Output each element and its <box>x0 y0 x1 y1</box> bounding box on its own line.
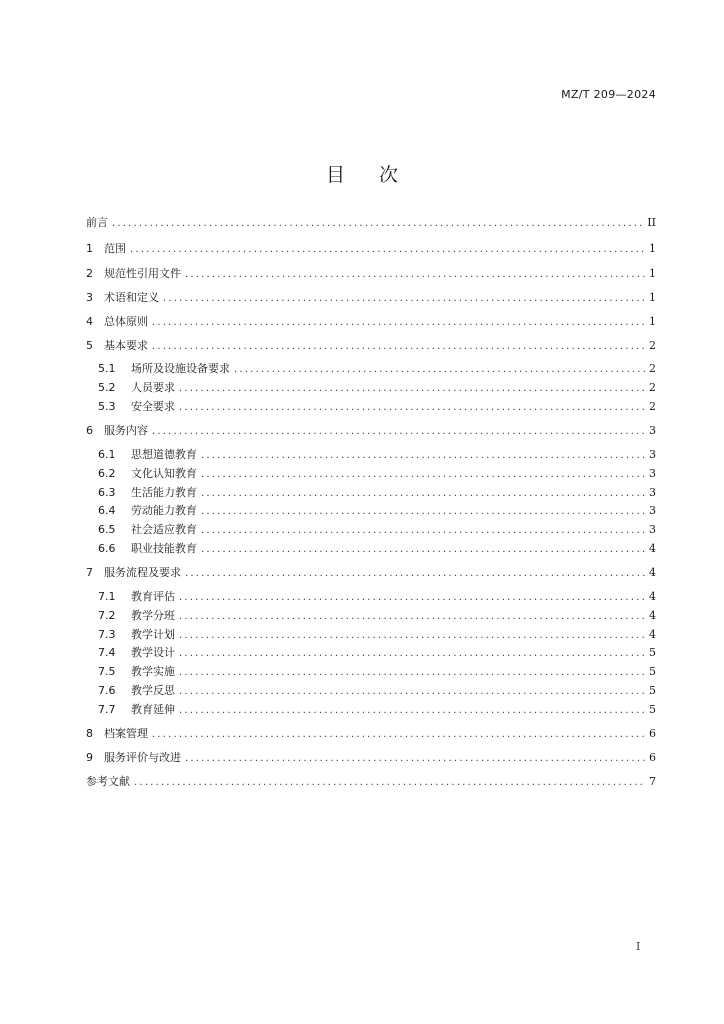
toc-leader-dots <box>179 645 645 663</box>
toc-number: 7.6 <box>98 684 116 697</box>
toc-label: 思想道德教育 <box>131 448 197 461</box>
toc-number: 5.3 <box>98 400 116 413</box>
toc-page: 1 <box>649 267 656 280</box>
toc-number: 6 <box>86 424 93 437</box>
toc-number: 6.2 <box>98 467 116 480</box>
toc-number: 7.4 <box>98 646 116 659</box>
toc-leader-dots <box>234 361 645 379</box>
toc-page: 2 <box>649 339 656 352</box>
toc-label: 前言 <box>86 216 108 229</box>
toc-label: 总体原则 <box>104 315 148 328</box>
toc-number: 6.1 <box>98 448 116 461</box>
toc-leader-dots <box>179 702 645 720</box>
toc-number: 9 <box>86 751 93 764</box>
toc-entry-1[interactable] <box>86 240 656 258</box>
toc-leader-dots <box>152 423 645 441</box>
toc-number: 7.2 <box>98 609 116 622</box>
toc-entry-6-1[interactable] <box>98 446 656 464</box>
toc-page: 1 <box>649 315 656 328</box>
toc-label: 术语和定义 <box>104 291 159 304</box>
toc-label: 参考文献 <box>86 775 130 788</box>
toc-label: 服务流程及要求 <box>104 566 181 579</box>
toc-entry-6-2[interactable] <box>98 465 656 483</box>
toc-leader-dots <box>201 522 645 540</box>
toc-number: 7.5 <box>98 665 116 678</box>
toc-page: 4 <box>649 628 656 641</box>
toc-label: 服务内容 <box>104 424 148 437</box>
toc-page: 5 <box>649 684 656 697</box>
toc-entry-5-3[interactable] <box>98 398 656 416</box>
toc-leader-dots <box>152 314 645 332</box>
toc-number: 1 <box>86 242 93 255</box>
toc-entry-5-1[interactable] <box>98 360 656 378</box>
toc-number: 7 <box>86 566 93 579</box>
toc-label: 职业技能教育 <box>131 542 197 555</box>
toc-page: II <box>647 216 656 229</box>
toc-leader-dots <box>201 485 645 503</box>
toc-label: 文化认知教育 <box>131 467 197 480</box>
toc-label: 教学设计 <box>131 646 175 659</box>
toc-entry-7[interactable] <box>86 564 656 582</box>
toc-leader-dots <box>201 503 645 521</box>
toc-entry-7-1[interactable] <box>98 588 656 606</box>
toc-leader-dots <box>130 241 645 259</box>
toc-entry-8[interactable] <box>86 725 656 743</box>
toc-leader-dots <box>134 774 645 792</box>
toc-leader-dots <box>179 664 645 682</box>
toc-leader-dots <box>179 380 645 398</box>
toc-leader-dots <box>152 726 645 744</box>
toc-page: 5 <box>649 646 656 659</box>
toc-label: 教育评估 <box>131 590 175 603</box>
toc-leader-dots <box>179 683 645 701</box>
toc-number: 4 <box>86 315 93 328</box>
toc-number: 2 <box>86 267 93 280</box>
toc-label: 教学实施 <box>131 665 175 678</box>
toc-page: 7 <box>649 775 656 788</box>
toc-label: 教育延伸 <box>131 703 175 716</box>
toc-page: 6 <box>649 727 656 740</box>
toc-label: 服务评价与改进 <box>104 751 181 764</box>
toc-label: 档案管理 <box>104 727 148 740</box>
toc-page: 3 <box>649 467 656 480</box>
toc-leader-dots <box>179 589 645 607</box>
toc-label: 规范性引用文件 <box>104 267 181 280</box>
toc-page: 2 <box>649 381 656 394</box>
toc-page: 5 <box>649 665 656 678</box>
toc-entry-6-4[interactable] <box>98 502 656 520</box>
toc-entry-5-2[interactable] <box>98 379 656 397</box>
toc-entry-4[interactable] <box>86 313 656 331</box>
toc-number: 7.7 <box>98 703 116 716</box>
toc-leader-dots <box>185 565 645 583</box>
toc-entry-7-6[interactable] <box>98 682 656 700</box>
toc-page: 4 <box>649 542 656 555</box>
standard-code: MZ/T 209—2024 <box>561 88 656 101</box>
toc-label: 范围 <box>104 242 126 255</box>
toc-page: 4 <box>649 566 656 579</box>
toc-label: 教学计划 <box>131 628 175 641</box>
toc-entry-6-5[interactable] <box>98 521 656 539</box>
toc-leader-dots <box>185 266 645 284</box>
toc-label: 教学分班 <box>131 609 175 622</box>
toc-label: 劳动能力教育 <box>131 504 197 517</box>
toc-title-char-2: 次 <box>379 164 399 186</box>
toc-page: 3 <box>649 448 656 461</box>
toc-entry-9[interactable] <box>86 749 656 767</box>
toc-entry-6[interactable] <box>86 422 656 440</box>
toc-entry-6-3[interactable] <box>98 484 656 502</box>
toc-leader-dots <box>185 750 645 768</box>
toc-label: 场所及设施设备要求 <box>131 362 230 375</box>
toc-number: 6.3 <box>98 486 116 499</box>
toc-page: 1 <box>649 242 656 255</box>
toc-title-char-1: 目 <box>325 164 345 186</box>
toc-page: 5 <box>649 703 656 716</box>
toc-leader-dots <box>201 466 645 484</box>
toc-leader-dots <box>179 399 645 417</box>
page-number: I <box>636 940 641 953</box>
toc-page: 4 <box>649 590 656 603</box>
toc-leader-dots <box>201 447 645 465</box>
toc-page: 2 <box>649 362 656 375</box>
toc-leader-dots <box>152 338 645 356</box>
toc-number: 5.1 <box>98 362 116 375</box>
toc-entry-3[interactable] <box>86 289 656 307</box>
toc-page: 2 <box>649 400 656 413</box>
toc-number: 6.5 <box>98 523 116 536</box>
toc-entry-foreword[interactable] <box>86 214 656 232</box>
toc-entry-7-3[interactable] <box>98 626 656 644</box>
toc-entry-7-7[interactable] <box>98 701 656 719</box>
toc-entry-2[interactable] <box>86 265 656 283</box>
toc-leader-dots <box>163 290 645 308</box>
toc-page: 3 <box>649 424 656 437</box>
toc-entry-7-4[interactable] <box>98 644 656 662</box>
toc-page: 3 <box>649 504 656 517</box>
toc-label: 教学反思 <box>131 684 175 697</box>
toc-leader-dots <box>112 215 643 233</box>
toc-number: 7.1 <box>98 590 116 603</box>
toc-number: 8 <box>86 727 93 740</box>
toc-page: 3 <box>649 523 656 536</box>
toc-number: 7.3 <box>98 628 116 641</box>
toc-label: 社会适应教育 <box>131 523 197 536</box>
toc-entry-5[interactable] <box>86 337 656 355</box>
toc-page: 1 <box>649 291 656 304</box>
toc-label: 基本要求 <box>104 339 148 352</box>
toc-leader-dots <box>179 608 645 626</box>
toc-number: 6.6 <box>98 542 116 555</box>
toc-page: 3 <box>649 486 656 499</box>
toc-number: 3 <box>86 291 93 304</box>
toc-title <box>0 160 724 187</box>
toc-page: 4 <box>649 609 656 622</box>
toc-leader-dots <box>179 627 645 645</box>
toc-leader-dots <box>201 541 645 559</box>
toc-entry-7-5[interactable] <box>98 663 656 681</box>
toc-label: 安全要求 <box>131 400 175 413</box>
toc-label: 人员要求 <box>131 381 175 394</box>
toc-label: 生活能力教育 <box>131 486 197 499</box>
toc-entry-bibliography[interactable] <box>86 773 656 791</box>
toc-number: 6.4 <box>98 504 116 517</box>
toc-entry-7-2[interactable] <box>98 607 656 625</box>
toc-entry-6-6[interactable] <box>98 540 656 558</box>
toc-page: 6 <box>649 751 656 764</box>
toc-number: 5 <box>86 339 93 352</box>
toc-number: 5.2 <box>98 381 116 394</box>
